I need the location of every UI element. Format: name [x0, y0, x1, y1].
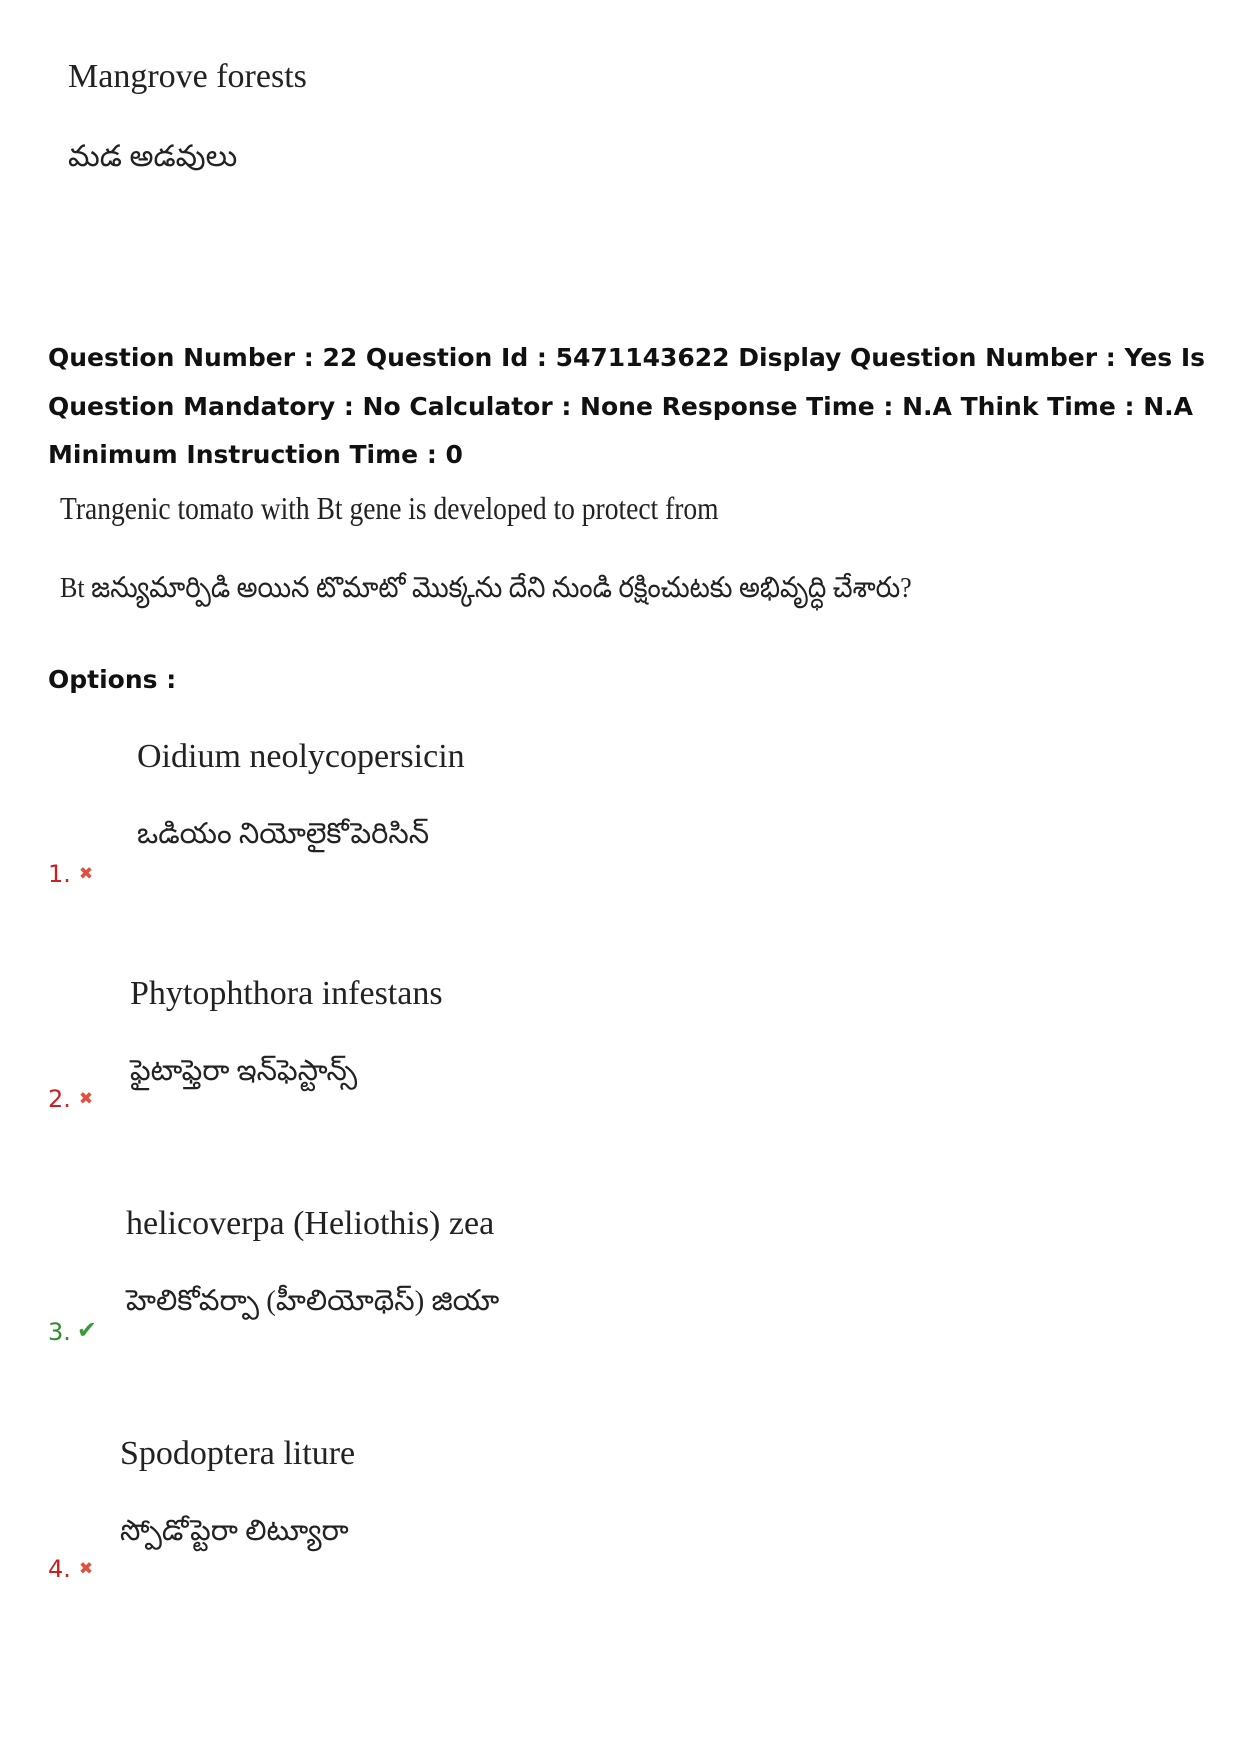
- option-number-label: 2.: [48, 1085, 71, 1113]
- option-number: [48, 1318, 97, 1347]
- option-number-label: 3.: [48, 1318, 71, 1346]
- option-number: [48, 1085, 93, 1113]
- option-text-english: Oidium neolycopersicin: [137, 738, 465, 775]
- check-icon: ✔: [76, 1316, 98, 1344]
- option-text-english: Spodoptera liture: [120, 1435, 356, 1472]
- question-text-english: Trangenic tomato with Bt gene is developed to protect from: [60, 490, 719, 526]
- option-text-telugu: ఫైటాఫ్తెరా ఇన్‌ఫెస్టాన్స్: [130, 1055, 358, 1087]
- option-text-telugu: స్పోడోప్టెరా లిట్యూరా: [120, 1515, 349, 1547]
- cross-icon: ✖: [78, 1089, 94, 1109]
- question-text-telugu: Bt జన్యుమార్పిడి అయిన టొమాటో మొక్కను దేని నుండి రక్షించుటకు అభివృద్ధి చేశారు?: [60, 572, 912, 604]
- previous-option-english: Mangrove forests: [68, 58, 307, 95]
- option-text-english: Phytophthora infestans: [130, 975, 443, 1012]
- question-meta: Question Number : 22 Question Id : 5471143622 Display Question Number : Yes Is Question Mandatory : No Calculator : None Response Time : N.A Think Time : N.A Minimum Instruction Time : 0: [48, 343, 1206, 469]
- option-number-label: 4.: [48, 1555, 71, 1583]
- option-text-telugu: ఒడియం నియోలైకోపెరిసిన్: [137, 818, 430, 850]
- cross-icon: ✖: [78, 1559, 94, 1579]
- cross-icon: ✖: [78, 864, 94, 884]
- option-number: [48, 1555, 93, 1583]
- options-label: Options :: [48, 665, 177, 694]
- option-number: [48, 860, 93, 888]
- option-number-label: 1.: [48, 860, 71, 888]
- previous-option-telugu: మడ అడవులు: [68, 140, 238, 173]
- option-text-telugu: హెలికోవర్పా (హీలియోథెస్) జియా: [126, 1285, 500, 1317]
- option-text-english: helicoverpa (Heliothis) zea: [126, 1205, 495, 1242]
